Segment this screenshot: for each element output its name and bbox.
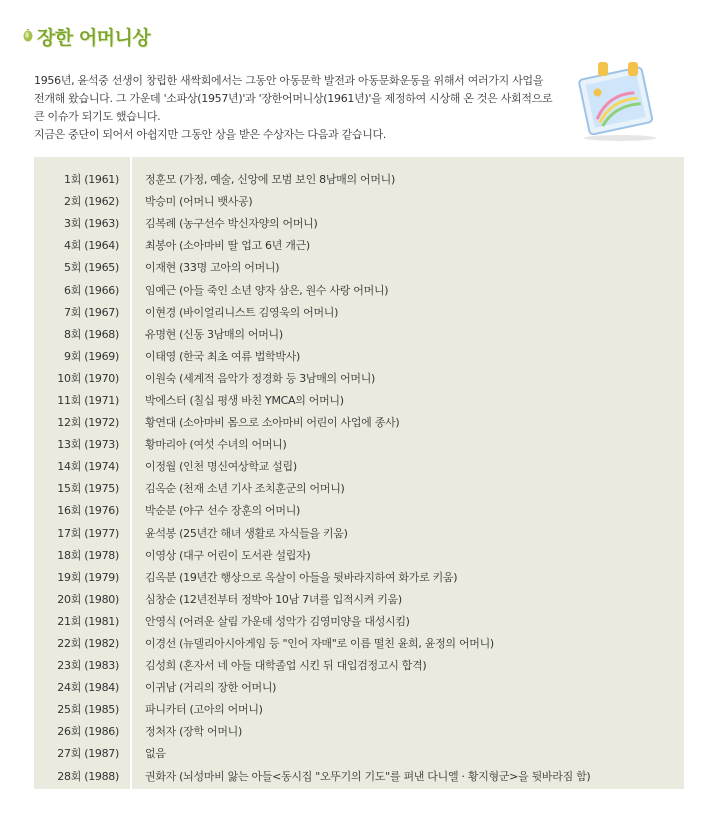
recipient-name: 박순분 (야구 선수 장훈의 어머니) [145,504,301,518]
recipient-name: 박승미 (어머니 뱃사공) [145,195,253,209]
award-year: 14회 (1974) [57,460,119,474]
award-year: 26회 (1986) [57,725,119,739]
table-row [34,499,684,521]
table-row [34,168,684,190]
award-year: 3회 (1963) [64,217,119,231]
table-row [34,698,684,720]
table-row [34,522,684,544]
recipient-name: 박에스터 (칠십 평생 바친 YMCA의 어머니) [145,393,344,407]
recipient-name: 이경선 (뉴델리아시아게임 등 "인어 자매"로 이름 떨친 윤희, 윤정의 어머니) [145,637,494,651]
award-year: 27회 (1987) [57,747,119,761]
table-row [34,455,684,477]
awards-table [34,157,684,789]
award-year: 8회 (1968) [64,327,119,341]
page-title: 장한 어머니상 [37,26,151,49]
award-year: 12회 (1972) [57,416,119,430]
award-year: 1회 (1961) [64,173,119,187]
award-year: 10회 (1970) [57,371,119,385]
table-row [34,588,684,610]
table-row [34,323,684,345]
intro-line: 1956년, 윤석중 선생이 창립한 새싹회에서는 그동안 아동문학 발전과 아동문화운동을 위해서 여러가지 사업을 [34,74,544,87]
table-row [34,610,684,632]
recipient-name: 없음 [145,747,166,761]
award-year: 9회 (1969) [64,349,119,363]
recipient-name: 이태영 (한국 최초 여류 법학박사) [145,349,301,363]
recipient-name: 정처자 (장학 어머니) [145,725,242,739]
award-year: 19회 (1979) [57,570,119,584]
table-row [34,301,684,323]
page-header [22,22,150,50]
award-year: 21회 (1981) [57,614,119,628]
recipient-name: 황마리아 (여섯 수녀의 어머니) [145,438,287,452]
recipient-name: 이재현 (33명 고아의 어머니) [145,261,280,275]
table-row [34,544,684,566]
recipient-name: 이현경 (바이얼리니스트 김영욱의 어머니) [145,305,339,319]
table-row [34,765,684,787]
leaf-bullet-icon [22,29,34,43]
table-row [34,212,684,234]
intro-line: 전개해 왔습니다. 그 가운데 '소파상(1957년)'과 '장한어머니상(1961년)'을 제정하여 시상해 온 것은 사회적으로 [34,92,553,105]
award-year: 20회 (1980) [57,592,119,606]
table-row [34,676,684,698]
picture-frame-illustration [570,62,670,142]
intro-text [34,72,574,144]
recipient-name: 김옥분 (19년간 행상으로 옥살이 아들을 뒷바라지하여 화가로 키움) [145,570,458,584]
table-row [34,389,684,411]
recipient-name: 임예근 (아들 죽인 소년 양자 삼은, 원수 사랑 어머니) [145,283,389,297]
table-row [34,477,684,499]
award-year: 17회 (1977) [57,526,119,540]
recipient-name: 김복례 (농구선수 박신자양의 어머니) [145,217,318,231]
award-year: 11회 (1971) [57,393,119,407]
award-year: 4회 (1964) [64,239,119,253]
intro-line: 큰 이슈가 되기도 했습니다. [34,110,161,123]
recipient-name: 권화자 (뇌성마비 앓는 아들<동시집 "오뚜기의 기도"를 펴낸 다니엘 · 황지형군>을 뒷바라짐 함) [145,769,591,783]
award-year: 22회 (1982) [57,637,119,651]
award-year: 6회 (1966) [64,283,119,297]
recipient-name: 이정월 (인천 명신여상학교 설립) [145,460,297,474]
recipient-name: 정훈모 (가정, 예술, 신앙에 모범 보인 8남매의 어머니) [145,173,395,187]
award-year: 23회 (1983) [57,659,119,673]
recipient-name: 유명현 (신동 3남매의 어머니) [145,327,283,341]
intro-line: 지금은 중단이 되어서 아쉽지만 그동안 상을 받은 수상자는 다음과 같습니다. [34,128,387,141]
recipient-name: 심창순 (12년전부터 정박아 10남 7녀를 입적시켜 키움) [145,592,402,606]
award-year: 5회 (1965) [64,261,119,275]
award-year: 28회 (1988) [57,769,119,783]
award-year: 18회 (1978) [57,548,119,562]
recipient-name: 이귀남 (거리의 장한 어머니) [145,681,277,695]
award-year: 7회 (1967) [64,305,119,319]
table-row [34,278,684,300]
table-row [34,632,684,654]
award-list [34,168,684,787]
award-year: 25회 (1985) [57,703,119,717]
recipient-name: 황연대 (소아마비 몸으로 소아마비 어린이 사업에 종사) [145,416,400,430]
recipient-name: 김성희 (혼자서 네 아들 대학졸업 시킨 뒤 대입검정고시 합격) [145,659,427,673]
recipient-name: 김옥순 (천재 소년 기사 조치훈군의 어머니) [145,482,345,496]
award-year: 2회 (1962) [64,195,119,209]
table-row [34,256,684,278]
recipient-name: 윤석봉 (25년간 해녀 생활로 자식들을 키움) [145,526,348,540]
award-year: 24회 (1984) [57,681,119,695]
table-row [34,654,684,676]
recipient-name: 이원숙 (세계적 음악가 정경화 등 3남매의 어머니) [145,371,376,385]
table-row [34,566,684,588]
award-year: 13회 (1973) [57,438,119,452]
recipient-name: 파니카터 (고아의 어머니) [145,703,263,717]
award-year: 15회 (1975) [57,482,119,496]
recipient-name: 이영상 (대구 어린이 도서관 설립자) [145,548,311,562]
table-row [34,367,684,389]
table-row [34,345,684,367]
award-year: 16회 (1976) [57,504,119,518]
table-row [34,190,684,212]
table-row [34,720,684,742]
recipient-name: 최봉아 (소아마비 딸 업고 6년 개근) [145,239,310,253]
table-row [34,411,684,433]
recipient-name: 안영식 (어려운 살림 가운데 성악가 김영미양을 대성시킴) [145,614,410,628]
table-row [34,742,684,764]
table-row [34,234,684,256]
table-row [34,433,684,455]
